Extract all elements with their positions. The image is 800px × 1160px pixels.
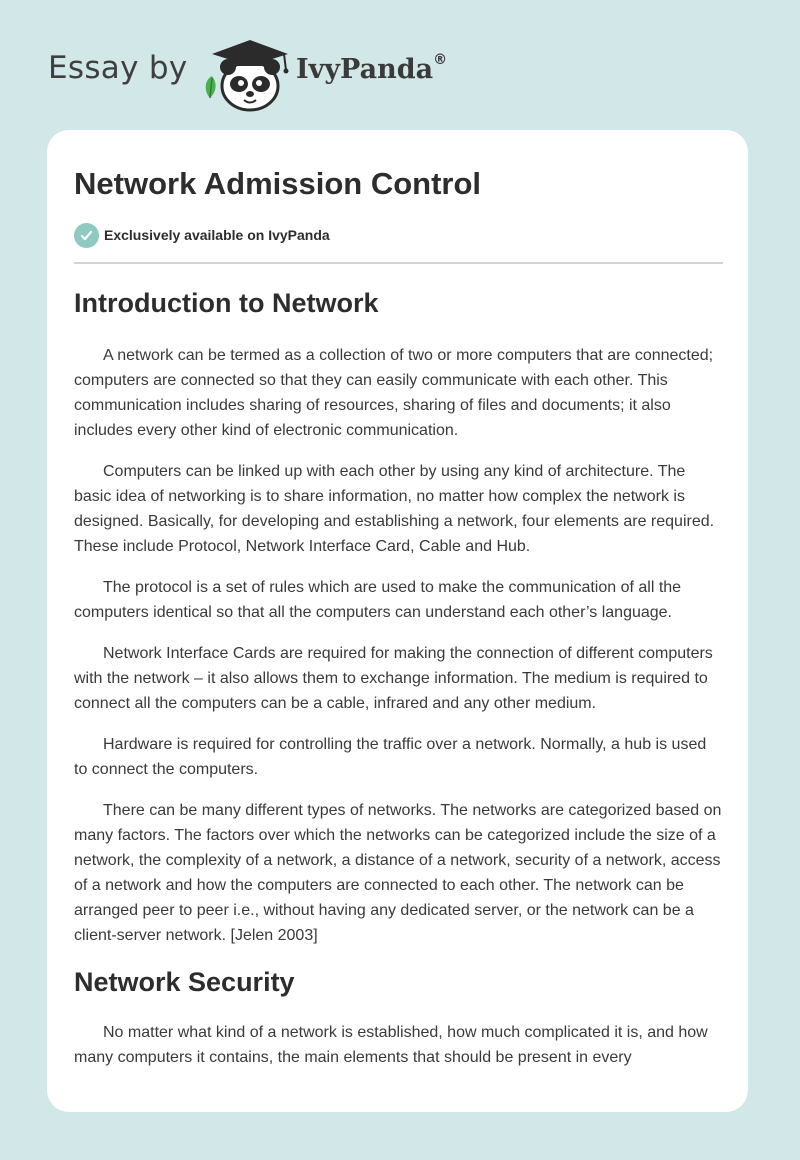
exclusive-text: Exclusively available on IvyPanda: [104, 227, 330, 243]
paragraph: No matter what kind of a network is established, how much complicated it is, and how many computers it contains, the main elements that should be present in every: [74, 1024, 708, 1066]
essay-content: [74, 166, 723, 1070]
paragraph: Hardware is required for controlling the traffic over a network. Normally, a hub is used to connect the computers.: [74, 736, 707, 778]
paragraph: A network can be termed as a collection of two or more computers that are connected; computers are connected so that they can easily communicate with each other. This communication includes sharing of resources, sharing of files and documents; it also includes every other kind of electronic communication.: [74, 347, 714, 439]
exclusive-badge: [74, 222, 723, 248]
essay-by-label: Essay by: [48, 50, 188, 86]
brand-name[interactable]: IvyPanda®: [296, 52, 448, 85]
page-title: Network Admission Control: [74, 166, 482, 201]
site-header: [48, 32, 748, 114]
paragraph: Network Interface Cards are required for making the connection of different computers with the network – it also allows them to exchange information. The medium is required to connect all the computers can be a cable, infrared and any other medium.: [74, 645, 713, 712]
registered-mark: ®: [433, 52, 448, 68]
section-heading-introduction: Introduction to Network: [74, 288, 379, 318]
section-heading-network-security: Network Security: [74, 967, 295, 997]
panda-logo-icon[interactable]: [200, 36, 292, 112]
paragraph: The protocol is a set of rules which are used to make the communication of all the computers identical so that all the computers can understand each other’s language.: [74, 579, 682, 621]
check-icon: [74, 223, 99, 248]
paragraph: There can be many different types of networks. The networks are categorized based on many factors. The factors over which the networks can be categorized include the size of a network, the complexity of a network, a distance of a network, security of a network, access of a network and how the computers are connected to each other. The network can be arranged peer to peer i.e., without having any dedicated server, or the network can be a client-server network. [Jelen 2003]: [74, 802, 722, 944]
essay-card: [47, 130, 748, 1112]
divider: [74, 262, 723, 264]
paragraph: Computers can be linked up with each other by using any kind of architecture. The basic idea of networking is to share information, no matter how complex the network is designed. Basically, for developing and establishing a network, four elements are required. These include Protocol, Network Interface Card, Cable and Hub.: [74, 463, 715, 555]
